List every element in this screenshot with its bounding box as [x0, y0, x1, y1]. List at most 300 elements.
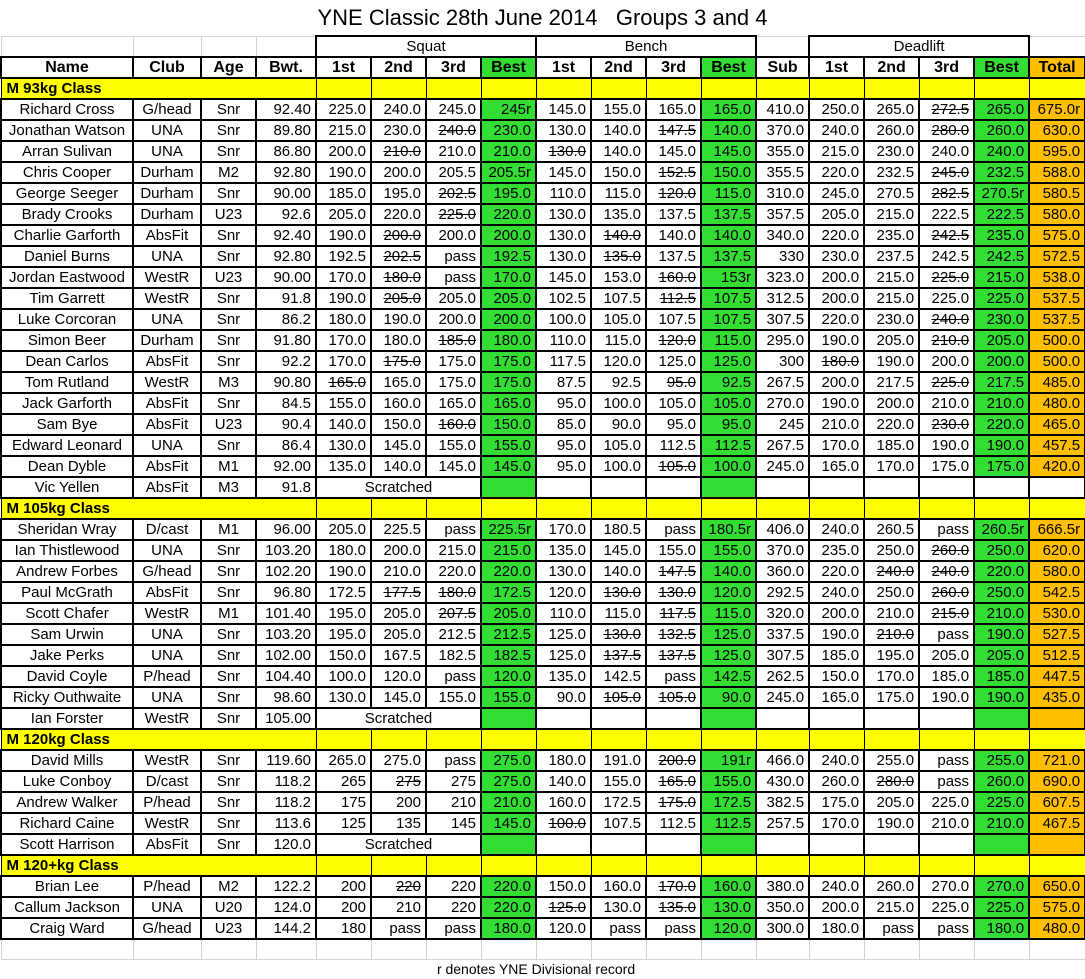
lifter-total: 580.5: [1029, 183, 1085, 204]
bench-best: 107.5: [701, 309, 756, 330]
weight-class-row: [1, 855, 1085, 876]
blank-cell: [316, 939, 371, 960]
subtotal: 406.0: [756, 519, 809, 540]
squat-attempt-3: pass: [426, 519, 481, 540]
lifter-club: G/head: [133, 99, 201, 120]
deadlift-attempt-1: 200.0: [809, 603, 864, 624]
bench-best: 150.0: [701, 162, 756, 183]
squat-attempt-1: 200: [316, 897, 371, 918]
squat-attempt-2: 210.0: [371, 561, 426, 582]
squat-attempt-3: pass: [426, 666, 481, 687]
squat-attempt-2: 200.0: [371, 162, 426, 183]
lifter-club: WestR: [133, 267, 201, 288]
squat-attempt-3: pass: [426, 267, 481, 288]
class-row-spacer: [701, 855, 756, 876]
bench-best: 155.0: [701, 771, 756, 792]
lifter-name: Dean Carlos: [1, 351, 133, 372]
class-row-spacer: [481, 729, 536, 750]
squat-attempt-1: 140.0: [316, 414, 371, 435]
class-row-spacer: [426, 498, 481, 519]
lifter-bodyweight: 96.80: [256, 582, 316, 603]
lifter-age: U23: [201, 414, 256, 435]
lifter-club: WestR: [133, 372, 201, 393]
lifter-total: 435.0: [1029, 687, 1085, 708]
bench-attempt-2: [591, 708, 646, 729]
lifter-age: Snr: [201, 687, 256, 708]
bench-attempt-2: 115.0: [591, 330, 646, 351]
lifter-age: Snr: [201, 288, 256, 309]
deadlift-attempt-3: 185.0: [919, 666, 974, 687]
lifter-bodyweight: 91.8: [256, 477, 316, 498]
footnote-spacer: [756, 960, 1085, 979]
lifter-bodyweight: 119.60: [256, 750, 316, 771]
deadlift-attempt-1: [809, 708, 864, 729]
bench-attempt-2: 115.0: [591, 603, 646, 624]
squat-attempt-3: 212.5: [426, 624, 481, 645]
lifter-age: M2: [201, 876, 256, 897]
deadlift-attempt-1: 165.0: [809, 456, 864, 477]
deadlift-attempt-3: 210.0: [919, 393, 974, 414]
lifter-age: M3: [201, 372, 256, 393]
lifter-club: D/cast: [133, 519, 201, 540]
blank-cell: [646, 939, 701, 960]
subtotal: 370.0: [756, 120, 809, 141]
bench-attempt-1: 145.0: [536, 99, 591, 120]
blank-cell: [536, 939, 591, 960]
deadlift-attempt-3: 200.0: [919, 351, 974, 372]
squat-best: 275.0: [481, 750, 536, 771]
deadlift-best: 185.0: [974, 666, 1029, 687]
deadlift-attempt-3: 222.5: [919, 204, 974, 225]
weight-class-label: M 93kg Class: [1, 78, 316, 99]
lifter-row: [1, 141, 1085, 162]
bench-best: 153r: [701, 267, 756, 288]
subtotal: 245.0: [756, 687, 809, 708]
blank-cell: [756, 939, 809, 960]
subtotal: 380.0: [756, 876, 809, 897]
bench-attempt-3: 175.0: [646, 792, 701, 813]
deadlift-attempt-2: 205.0: [864, 330, 919, 351]
lifter-age: Snr: [201, 561, 256, 582]
squat-attempt-2: 205.0: [371, 603, 426, 624]
deadlift-attempt-3: 225.0: [919, 288, 974, 309]
lifter-age: U23: [201, 267, 256, 288]
bench-attempt-3: 135.0: [646, 897, 701, 918]
class-row-spacer: [1029, 498, 1085, 519]
deadlift-attempt-3: 190.0: [919, 435, 974, 456]
bench-attempt-3: 95.0: [646, 372, 701, 393]
deadlift-attempt-2: 220.0: [864, 414, 919, 435]
lifter-bodyweight: 98.60: [256, 687, 316, 708]
deadlift-attempt-3: 260.0: [919, 582, 974, 603]
lifter-total: 537.5: [1029, 309, 1085, 330]
bench-attempt-1: 170.0: [536, 519, 591, 540]
squat-best: 155.0: [481, 687, 536, 708]
lifter-total: 480.0: [1029, 918, 1085, 939]
bench-attempt-2: 137.5: [591, 645, 646, 666]
squat-best: 192.5: [481, 246, 536, 267]
squat-attempt-2: 240.0: [371, 99, 426, 120]
lifter-bodyweight: 86.4: [256, 435, 316, 456]
class-row-spacer: [371, 498, 426, 519]
squat-attempt-2: 160.0: [371, 393, 426, 414]
squat-attempt-2: 200.0: [371, 540, 426, 561]
deadlift-attempt-1: 165.0: [809, 687, 864, 708]
lifter-club: AbsFit: [133, 456, 201, 477]
squat-attempt-3: 275: [426, 771, 481, 792]
squat-attempt-3: 145.0: [426, 456, 481, 477]
weight-class-row: [1, 498, 1085, 519]
subtotal: [756, 708, 809, 729]
deadlift-attempt-1: [809, 834, 864, 855]
lifter-bodyweight: 124.0: [256, 897, 316, 918]
lifter-bodyweight: 90.80: [256, 372, 316, 393]
deadlift-attempt-2: 170.0: [864, 666, 919, 687]
bench-attempt-3: 117.5: [646, 603, 701, 624]
class-row-spacer: [701, 78, 756, 99]
squat-attempt-2: 140.0: [371, 456, 426, 477]
squat-attempt-3: 245.0: [426, 99, 481, 120]
lifter-age: Snr: [201, 582, 256, 603]
squat-attempt-3: 215.0: [426, 540, 481, 561]
squat-attempt-2: 180.0: [371, 267, 426, 288]
lifter-name: Arran Sulivan: [1, 141, 133, 162]
lifter-name: Craig Ward: [1, 918, 133, 939]
lifter-bodyweight: 86.80: [256, 141, 316, 162]
lifter-bodyweight: 122.2: [256, 876, 316, 897]
lifter-name: Andrew Walker: [1, 792, 133, 813]
lifter-total: 650.0: [1029, 876, 1085, 897]
lifter-club: G/head: [133, 561, 201, 582]
subtotal: 310.0: [756, 183, 809, 204]
lifter-row: [1, 603, 1085, 624]
squat-attempt-2: 200: [371, 792, 426, 813]
squat-attempt-2: 210: [371, 897, 426, 918]
deadlift-attempt-1: 190.0: [809, 393, 864, 414]
deadlift-attempt-3: pass: [919, 918, 974, 939]
lifter-name: Sheridan Wray: [1, 519, 133, 540]
squat-best: 205.5r: [481, 162, 536, 183]
lifter-total: 575.0: [1029, 225, 1085, 246]
lifter-total: 588.0: [1029, 162, 1085, 183]
class-row-spacer: [536, 855, 591, 876]
deadlift-best: 260.0: [974, 120, 1029, 141]
bench-attempt-3: 112.5: [646, 813, 701, 834]
deadlift-attempt-3: 175.0: [919, 456, 974, 477]
bench-best: 120.0: [701, 918, 756, 939]
bench-attempt-3: 137.5: [646, 204, 701, 225]
lifter-total: 580.0: [1029, 204, 1085, 225]
deadlift-best: 220.0: [974, 561, 1029, 582]
squat-attempt-1: 170.0: [316, 330, 371, 351]
class-row-spacer: [809, 78, 864, 99]
squat-attempt-1: 130.0: [316, 687, 371, 708]
class-row-spacer: [426, 855, 481, 876]
bench-attempt-2: 180.5: [591, 519, 646, 540]
lifter-total: 500.0: [1029, 330, 1085, 351]
lifter-total: 542.5: [1029, 582, 1085, 603]
lifter-name: Vic Yellen: [1, 477, 133, 498]
lifter-club: UNA: [133, 435, 201, 456]
bench-attempt-2: 155.0: [591, 771, 646, 792]
lifter-row: [1, 519, 1085, 540]
weight-class-label: M 105kg Class: [1, 498, 316, 519]
deadlift-attempt-2: 260.0: [864, 120, 919, 141]
bench-attempt-1: 125.0: [536, 645, 591, 666]
bench-attempt-1: 140.0: [536, 771, 591, 792]
deadlift-attempt-3: 225.0: [919, 372, 974, 393]
bench-best: [701, 477, 756, 498]
deadlift-best: 235.0: [974, 225, 1029, 246]
subtotal: 337.5: [756, 624, 809, 645]
deadlift-best: 270.5r: [974, 183, 1029, 204]
header-squat-1st: 1st: [316, 57, 371, 78]
bench-attempt-2: 172.5: [591, 792, 646, 813]
lifter-row: [1, 267, 1085, 288]
squat-attempt-2: 205.0: [371, 288, 426, 309]
blank-row: [1, 939, 1085, 960]
deadlift-attempt-2: 260.0: [864, 876, 919, 897]
bench-attempt-2: [591, 834, 646, 855]
lifter-total: [1029, 834, 1085, 855]
class-row-spacer: [481, 498, 536, 519]
bench-attempt-1: 130.0: [536, 141, 591, 162]
bench-best: 115.0: [701, 183, 756, 204]
lifter-row: [1, 540, 1085, 561]
deadlift-attempt-2: 215.0: [864, 204, 919, 225]
squat-attempt-3: pass: [426, 918, 481, 939]
lifter-total: 500.0: [1029, 351, 1085, 372]
deadlift-attempt-2: pass: [864, 918, 919, 939]
blank-cell: [201, 939, 256, 960]
squat-attempt-2: 190.0: [371, 309, 426, 330]
deadlift-best: 210.0: [974, 813, 1029, 834]
bench-attempt-1: 125.0: [536, 624, 591, 645]
lifter-club: P/head: [133, 666, 201, 687]
lifter-row: [1, 435, 1085, 456]
lifter-total: 580.0: [1029, 561, 1085, 582]
squat-attempt-2: 220: [371, 876, 426, 897]
deadlift-best: 240.0: [974, 141, 1029, 162]
bench-attempt-3: 200.0: [646, 750, 701, 771]
deadlift-best: 210.0: [974, 603, 1029, 624]
bench-attempt-3: 165.0: [646, 99, 701, 120]
deadlift-best: 270.0: [974, 876, 1029, 897]
bench-best: 112.5: [701, 435, 756, 456]
deadlift-best: 260.5r: [974, 519, 1029, 540]
header-name: Name: [1, 57, 133, 78]
bench-best: 165.0: [701, 99, 756, 120]
subtotal: 307.5: [756, 645, 809, 666]
lifter-row: [1, 561, 1085, 582]
lifter-age: Snr: [201, 393, 256, 414]
bench-attempt-2: 105.0: [591, 435, 646, 456]
deadlift-attempt-3: pass: [919, 519, 974, 540]
lifter-name: George Seeger: [1, 183, 133, 204]
lifter-name: Paul McGrath: [1, 582, 133, 603]
bench-attempt-2: [591, 477, 646, 498]
squat-best: 175.0: [481, 351, 536, 372]
deadlift-attempt-2: 255.0: [864, 750, 919, 771]
deadlift-attempt-3: 242.5: [919, 246, 974, 267]
squat-attempt-1: 192.5: [316, 246, 371, 267]
squat-attempt-3: 155.0: [426, 435, 481, 456]
subtotal: 320.0: [756, 603, 809, 624]
deadlift-attempt-2: 205.0: [864, 792, 919, 813]
header-bench-2nd: 2nd: [591, 57, 646, 78]
lifter-age: U23: [201, 918, 256, 939]
deadlift-attempt-1: 240.0: [809, 750, 864, 771]
bench-best: [701, 834, 756, 855]
bench-best: 105.0: [701, 393, 756, 414]
lifter-age: Snr: [201, 834, 256, 855]
lifter-total: 690.0: [1029, 771, 1085, 792]
lifter-club: P/head: [133, 876, 201, 897]
bench-attempt-1: 110.0: [536, 183, 591, 204]
lifter-bodyweight: 144.2: [256, 918, 316, 939]
header-subtotal: Sub: [756, 57, 809, 78]
lifter-name: Chris Cooper: [1, 162, 133, 183]
deadlift-best: 175.0: [974, 456, 1029, 477]
lifter-row: [1, 372, 1085, 393]
deadlift-attempt-1: 250.0: [809, 99, 864, 120]
lifter-age: M3: [201, 477, 256, 498]
squat-attempt-2: 200.0: [371, 225, 426, 246]
header-squat-3rd: 3rd: [426, 57, 481, 78]
squat-attempt-1: 155.0: [316, 393, 371, 414]
bench-attempt-2: 160.0: [591, 876, 646, 897]
deadlift-attempt-1: 180.0: [809, 918, 864, 939]
deadlift-attempt-2: 217.5: [864, 372, 919, 393]
class-row-spacer: [919, 729, 974, 750]
class-row-spacer: [481, 78, 536, 99]
lifter-bodyweight: 104.40: [256, 666, 316, 687]
deadlift-best: 220.0: [974, 414, 1029, 435]
bench-attempt-1: [536, 708, 591, 729]
squat-attempt-1: 190.0: [316, 288, 371, 309]
subtotal: 430.0: [756, 771, 809, 792]
bench-best: 120.0: [701, 582, 756, 603]
bench-best: 172.5: [701, 792, 756, 813]
blank-cell: [426, 939, 481, 960]
class-row-spacer: [864, 498, 919, 519]
bench-attempt-3: [646, 477, 701, 498]
bench-attempt-3: 105.0: [646, 456, 701, 477]
bench-attempt-2: 100.0: [591, 393, 646, 414]
squat-attempt-3: 220: [426, 876, 481, 897]
deadlift-attempt-3: 280.0: [919, 120, 974, 141]
class-row-spacer: [974, 729, 1029, 750]
deadlift-attempt-3: [919, 708, 974, 729]
squat-best: 180.0: [481, 918, 536, 939]
blank-cell: [133, 939, 201, 960]
lifter-total: 530.0: [1029, 603, 1085, 624]
squat-best: 175.0: [481, 372, 536, 393]
subtotal: 357.5: [756, 204, 809, 225]
lifter-bodyweight: 103.20: [256, 624, 316, 645]
squat-attempt-1: 180.0: [316, 540, 371, 561]
squat-attempt-3: 240.0: [426, 120, 481, 141]
bench-best: 92.5: [701, 372, 756, 393]
deadlift-group-label: Deadlift: [809, 36, 1029, 57]
class-row-spacer: [864, 78, 919, 99]
squat-attempt-2: 205.0: [371, 624, 426, 645]
lifter-age: Snr: [201, 792, 256, 813]
deadlift-attempt-3: 240.0: [919, 141, 974, 162]
class-row-spacer: [591, 855, 646, 876]
bench-attempt-3: 137.5: [646, 645, 701, 666]
squat-attempt-2: 165.0: [371, 372, 426, 393]
squat-best: 225.5r: [481, 519, 536, 540]
lifter-bodyweight: 92.80: [256, 162, 316, 183]
deadlift-attempt-1: 150.0: [809, 666, 864, 687]
squat-attempt-2: pass: [371, 918, 426, 939]
lifter-name: Tim Garrett: [1, 288, 133, 309]
subtotal: 350.0: [756, 897, 809, 918]
footnote-spacer: [1, 960, 316, 979]
lifter-bodyweight: 102.20: [256, 561, 316, 582]
bench-attempt-2: 140.0: [591, 225, 646, 246]
lifter-name: Andrew Forbes: [1, 561, 133, 582]
lifter-row: [1, 813, 1085, 834]
subtotal: 466.0: [756, 750, 809, 771]
lifter-row: [1, 477, 1085, 498]
squat-best: 145.0: [481, 813, 536, 834]
subtotal: 267.5: [756, 372, 809, 393]
class-row-spacer: [809, 498, 864, 519]
bench-best: 160.0: [701, 876, 756, 897]
bench-best: 125.0: [701, 645, 756, 666]
squat-attempt-3: 180.0: [426, 582, 481, 603]
deadlift-attempt-2: 250.0: [864, 540, 919, 561]
lifter-name: Dean Dyble: [1, 456, 133, 477]
deadlift-attempt-3: [919, 834, 974, 855]
deadlift-attempt-1: 220.0: [809, 225, 864, 246]
lifter-bodyweight: 118.2: [256, 792, 316, 813]
squat-attempt-3: pass: [426, 750, 481, 771]
lifter-total: 595.0: [1029, 141, 1085, 162]
lifter-name: Jack Garforth: [1, 393, 133, 414]
bench-best: 125.0: [701, 351, 756, 372]
bench-attempt-1: 110.0: [536, 603, 591, 624]
deadlift-attempt-2: 215.0: [864, 288, 919, 309]
bench-attempt-2: 140.0: [591, 120, 646, 141]
bench-attempt-1: 130.0: [536, 120, 591, 141]
lifter-bodyweight: 86.2: [256, 309, 316, 330]
squat-attempt-3: 220.0: [426, 561, 481, 582]
bench-attempt-2: pass: [591, 918, 646, 939]
squat-attempt-3: 155.0: [426, 687, 481, 708]
deadlift-attempt-3: pass: [919, 624, 974, 645]
deadlift-best: 210.0: [974, 393, 1029, 414]
blank-cell: [256, 939, 316, 960]
squat-attempt-3: 205.0: [426, 288, 481, 309]
lifter-age: M2: [201, 162, 256, 183]
lifter-age: Snr: [201, 330, 256, 351]
bench-attempt-3: [646, 834, 701, 855]
lifter-row: [1, 834, 1085, 855]
deadlift-attempt-1: 200.0: [809, 267, 864, 288]
squat-attempt-2: 225.5: [371, 519, 426, 540]
squat-attempt-2: 275.0: [371, 750, 426, 771]
subtotal: 312.5: [756, 288, 809, 309]
lifter-bodyweight: 90.00: [256, 183, 316, 204]
deadlift-attempt-2: 170.0: [864, 456, 919, 477]
lifter-total: 512.5: [1029, 645, 1085, 666]
lifter-club: UNA: [133, 309, 201, 330]
lifter-row: [1, 162, 1085, 183]
bench-attempt-1: 85.0: [536, 414, 591, 435]
